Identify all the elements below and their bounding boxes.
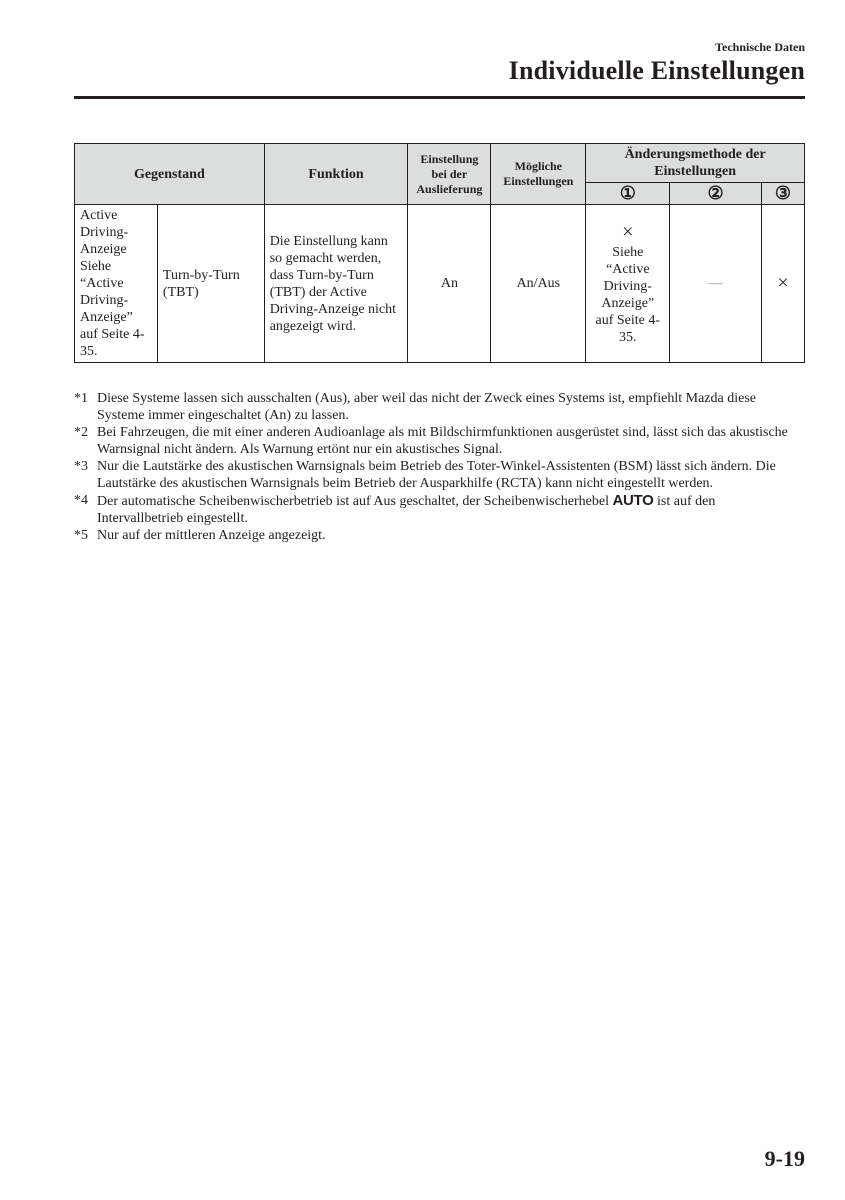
header-factory-setting: Einstellung bei der Auslieferung bbox=[408, 144, 491, 205]
footnote-text: Nur die Lautstärke des akustischen Warnsignals beim Betrieb des Toter-Winkel-Assistenten (BSM) lässt sich ändern. Die Lautstärke des akustischen Warnsignals beim Betrieb der Ausparkhilfe (RCTA) kann nicht eingestellt werden. bbox=[97, 459, 776, 491]
page-title: Individuelle Einstellungen bbox=[508, 56, 805, 85]
cross-icon: × bbox=[622, 220, 634, 243]
header-item: Gegenstand bbox=[75, 144, 265, 205]
method-1-note: Siehe “Active Driving-Anzeige” auf Seite 4-35. bbox=[595, 244, 661, 345]
cell-factory-setting: An bbox=[408, 205, 491, 363]
header-function: Funktion bbox=[264, 144, 408, 205]
cell-method-1 bbox=[586, 205, 670, 363]
table-header-row bbox=[75, 144, 805, 183]
footnote bbox=[74, 492, 805, 527]
cell-item: Active Driving-Anzeige Siehe “Active Driving-Anzeige” auf Seite 4-35. bbox=[75, 205, 158, 363]
header-change-method: Änderungsmethode der Einstellungen bbox=[586, 144, 805, 183]
footnote-text: Diese Systeme lassen sich ausschalten (Aus), aber weil das nicht der Zweck eines Systems ist, empfiehlt Mazda diese Systeme immer eingeschaltet (An) zu lassen. bbox=[97, 391, 756, 423]
header-method-2: ② bbox=[670, 183, 762, 205]
footnote bbox=[74, 527, 805, 544]
footnote bbox=[74, 458, 805, 492]
footnote-text-before: Der automatische Scheibenwischerbetrieb ist auf Aus geschaltet, der Scheibenwischerhebel bbox=[97, 494, 609, 509]
auto-badge: AUTO bbox=[612, 492, 654, 509]
cell-subitem: Turn-by-Turn (TBT) bbox=[157, 205, 264, 363]
section-label: Technische Daten bbox=[715, 40, 805, 54]
header-method-3: ③ bbox=[762, 183, 805, 205]
footnote-marker: *5 bbox=[74, 528, 88, 543]
cell-possible-settings: An/Aus bbox=[491, 205, 586, 363]
footnote bbox=[74, 424, 805, 458]
footnote-marker: *4 bbox=[74, 493, 88, 508]
cell-method-2: — bbox=[670, 205, 762, 363]
footnote-text: Nur auf der mittleren Anzeige angezeigt. bbox=[97, 528, 326, 543]
footnote-text: Bei Fahrzeugen, die mit einer anderen Audioanlage als mit Bildschirmfunktionen ausgerüstet sind, lässt sich das akustische Warnsignal nicht ändern. Als Warnung ertönt nur ein akustisches Signal. bbox=[97, 425, 788, 457]
footnote-marker: *2 bbox=[74, 425, 88, 440]
title-divider bbox=[74, 96, 805, 99]
header-method-1: ① bbox=[586, 183, 670, 205]
cell-function: Die Einstellung kann so gemacht werden, dass Turn-by-Turn (TBT) der Active Driving-Anzeige nicht angezeigt wird. bbox=[264, 205, 408, 363]
cell-method-3: × bbox=[762, 205, 805, 363]
settings-table bbox=[74, 143, 805, 363]
footnote-text bbox=[97, 492, 805, 527]
table-row bbox=[75, 205, 805, 363]
footnote-marker: *3 bbox=[74, 459, 88, 474]
header-possible-settings: Mögliche Einstellungen bbox=[491, 144, 586, 205]
footnotes bbox=[74, 390, 805, 544]
page-number: 9-19 bbox=[764, 1146, 805, 1171]
footnote bbox=[74, 390, 805, 424]
footnote-text-after: ist auf den Intervallbetrieb eingestellt. bbox=[97, 494, 716, 526]
footnote-marker: *1 bbox=[74, 391, 88, 406]
